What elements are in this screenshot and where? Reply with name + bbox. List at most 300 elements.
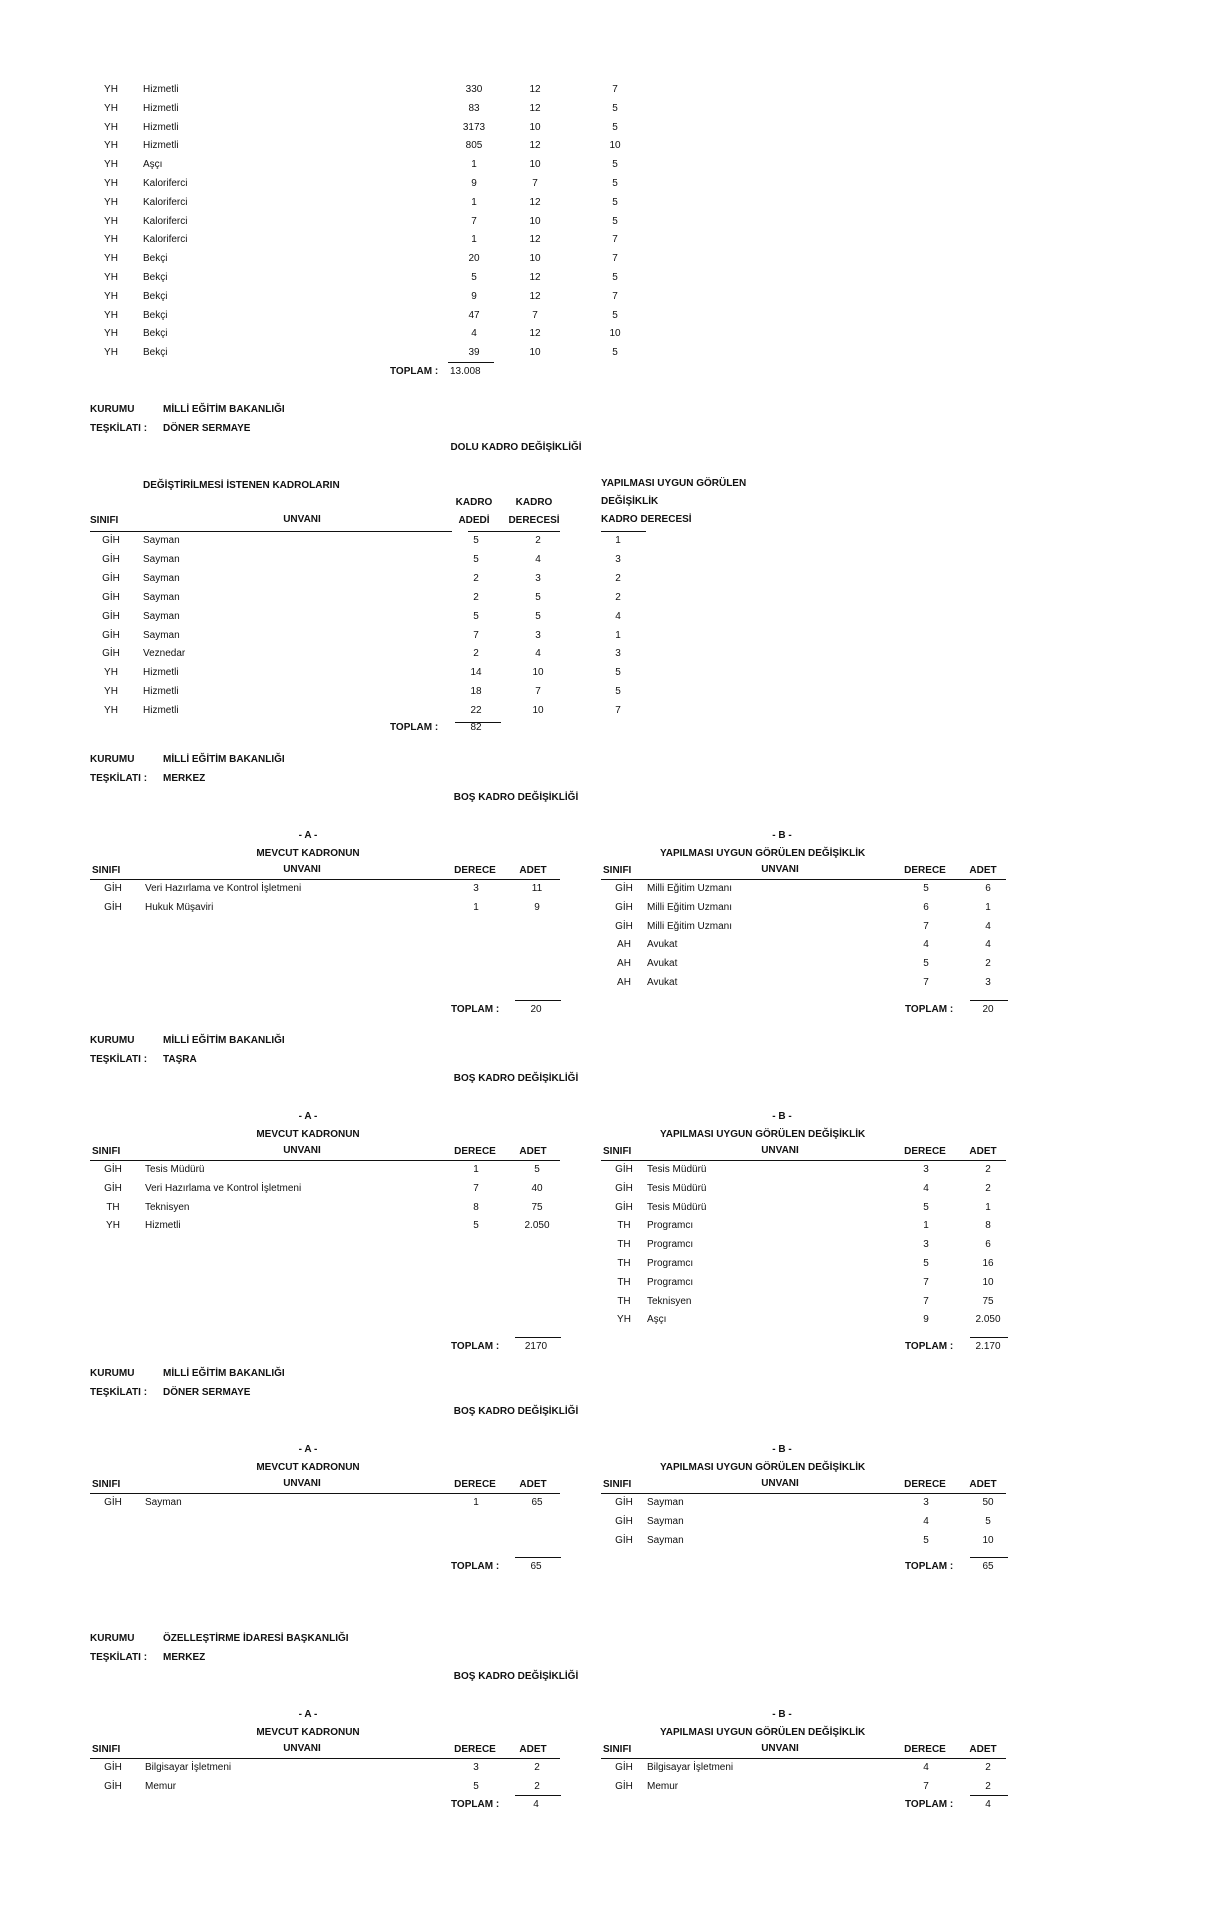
table-cell-yeni-derece: 5 — [612, 159, 618, 171]
header-rule — [90, 1160, 560, 1161]
table-cell-adet: 40 — [531, 1182, 543, 1194]
table-cell-kadro-derecesi: 4 — [535, 553, 541, 565]
header-rule — [601, 879, 1006, 880]
table-cell-sinifi: YH — [104, 178, 118, 189]
table-cell-unvani: Bilgisayar İşletmeni — [145, 1762, 232, 1773]
table-cell-derece: 7 — [923, 1276, 929, 1288]
table-cell-sinifi: YH — [104, 253, 118, 265]
left-total-label: TOPLAM : — [451, 1799, 500, 1810]
col-unvani: UNVANI — [283, 1478, 321, 1489]
header-rule — [601, 531, 646, 532]
col-kadro-derecesi: KADRO DERECESİ — [601, 514, 692, 525]
right-title: YAPILMASI UYGUN GÖRÜLEN DEĞİŞİKLİK — [660, 1462, 866, 1473]
col-derece: DERECE — [454, 1744, 496, 1755]
part-a-label: - A - — [298, 1444, 318, 1455]
table-cell-sinifi: YH — [104, 667, 118, 679]
table-cell-kadro-adedi: 1 — [471, 234, 477, 246]
table-cell-adet: 4 — [985, 939, 991, 951]
total-rule — [970, 1337, 1008, 1338]
total-rule — [970, 1000, 1008, 1001]
table-cell-yeni-derece: 5 — [615, 686, 621, 698]
table-cell-sinifi: GİH — [102, 591, 120, 603]
left-total-label: TOPLAM : — [451, 1003, 500, 1015]
part-b-label: - B - — [772, 830, 792, 841]
part-b-label: - B - — [772, 1444, 792, 1455]
table-cell-kadro-adedi: 3173 — [462, 121, 486, 133]
table-cell-adet: 6 — [985, 883, 991, 894]
table-cell-kadro-derecesi: 10 — [532, 705, 544, 717]
table-cell-sinifi: YH — [617, 1314, 631, 1326]
table-cell-sinifi: GİH — [102, 648, 120, 660]
table-cell-yeni-derece: 5 — [612, 215, 618, 227]
table-cell-kadro-derecesi: 5 — [535, 610, 541, 622]
left-header: DEĞİŞTİRİLMESİ İSTENEN KADROLARIN — [143, 480, 340, 491]
table-cell-kadro-adedi: 2 — [473, 572, 479, 584]
table-cell-derece: 4 — [923, 1182, 929, 1194]
table-cell-kadro-derecesi: 2 — [535, 535, 541, 546]
header-rule — [601, 1758, 1006, 1759]
table-cell-derece: 1 — [473, 1497, 479, 1508]
table-cell-derece: 7 — [923, 977, 929, 988]
col-unvani: UNVANI — [283, 514, 321, 525]
teskilati-value: MERKEZ — [163, 1652, 206, 1663]
table-cell-unvani: Tesis Müdürü — [647, 1201, 707, 1213]
table-cell-kadro-derecesi: 12 — [529, 328, 541, 340]
table-cell-adet: 8 — [985, 1220, 991, 1232]
table-cell-unvani: Bekçi — [143, 290, 168, 302]
table-cell-kadro-derecesi: 10 — [532, 667, 544, 679]
header-rule — [601, 1160, 1006, 1161]
table-cell-sinifi: YH — [104, 686, 118, 698]
table-cell-derece: 9 — [923, 1314, 929, 1326]
col-derece: DERECE — [904, 1146, 946, 1157]
table-cell-adet: 2 — [985, 958, 991, 970]
table-cell-kadro-derecesi: 12 — [529, 84, 541, 95]
table-cell-sinifi: GİH — [615, 901, 633, 913]
kurumu-value: MİLLİ EĞİTİM BAKANLIĞI — [163, 1035, 285, 1046]
teskilati-value: DÖNER SERMAYE — [163, 423, 251, 434]
total-rule — [515, 1337, 561, 1338]
col-derece: DERECE — [904, 865, 946, 876]
table-cell-kadro-adedi: 47 — [468, 309, 480, 321]
table-cell-kadro-adedi: 18 — [470, 686, 482, 698]
table-cell-sinifi: GİH — [615, 920, 633, 932]
table-cell-derece: 5 — [923, 958, 929, 970]
header-rule — [90, 879, 560, 880]
kurumu-label: KURUMU — [90, 1035, 135, 1046]
table-cell-unvani: Sayman — [143, 553, 180, 565]
table-cell-sinifi: YH — [104, 159, 118, 171]
table-cell-derece: 4 — [923, 939, 929, 951]
table-cell-kadro-adedi: 5 — [473, 553, 479, 565]
right-total-value: 20 — [982, 1003, 994, 1015]
left-total-value: 20 — [530, 1003, 542, 1015]
kurumu-label: KURUMU — [90, 1633, 135, 1644]
table-cell-unvani: Hizmetli — [143, 84, 179, 95]
right-header-2: DEĞİŞİKLİK — [601, 496, 659, 507]
table-cell-unvani: Bekçi — [143, 272, 168, 283]
col-unvani: UNVANI — [761, 864, 799, 875]
table-cell-yeni-derece: 7 — [615, 705, 621, 717]
kurumu-value: MİLLİ EĞİTİM BAKANLIĞI — [163, 754, 285, 765]
col-sinifi: SINIFI — [92, 1744, 121, 1755]
table-cell-kadro-derecesi: 3 — [535, 629, 541, 641]
table-cell-derece: 7 — [923, 1295, 929, 1307]
table-cell-adet: 2 — [985, 1780, 991, 1792]
header-rule — [601, 1493, 1006, 1494]
header-rule — [90, 1493, 560, 1494]
table-cell-derece: 5 — [923, 1201, 929, 1213]
table-cell-yeni-derece: 3 — [615, 553, 621, 565]
table-cell-unvani: Programcı — [647, 1239, 694, 1251]
table-cell-sinifi: YH — [104, 272, 118, 283]
teskilati-value: DÖNER SERMAYE — [163, 1387, 251, 1398]
table-cell-kadro-adedi: 805 — [465, 140, 483, 152]
table-cell-adet: 75 — [982, 1295, 994, 1307]
left-total-value: 65 — [530, 1561, 542, 1573]
table-cell-sinifi: YH — [104, 290, 118, 302]
table-cell-adet: 3 — [985, 977, 991, 988]
table-cell-unvani: Programcı — [647, 1258, 694, 1269]
right-total-label: TOPLAM : — [905, 1799, 954, 1810]
table-cell-sinifi: YH — [104, 234, 118, 246]
right-total-label: TOPLAM : — [905, 1003, 954, 1015]
table-cell-adet: 75 — [531, 1201, 543, 1213]
table-cell-unvani: Sayman — [145, 1497, 182, 1508]
table-cell-kadro-adedi: 20 — [468, 253, 480, 265]
table-cell-kadro-derecesi: 10 — [529, 253, 541, 265]
table-cell-kadro-adedi: 2 — [473, 591, 479, 603]
col-unvani: UNVANI — [761, 1743, 799, 1754]
table-cell-sinifi: TH — [106, 1201, 120, 1213]
table-cell-yeni-derece: 3 — [615, 648, 621, 660]
right-title: YAPILMASI UYGUN GÖRÜLEN DEĞİŞİKLİK — [660, 848, 866, 859]
table-cell-unvani: Aşçı — [647, 1314, 667, 1326]
part-a-label: - A - — [298, 1709, 318, 1720]
table-cell-yeni-derece: 5 — [612, 309, 618, 321]
col-unvani: UNVANI — [761, 1145, 799, 1156]
left-total-label: TOPLAM : — [451, 1341, 500, 1353]
table-cell-unvani: Sayman — [143, 535, 180, 546]
table-cell-derece: 3 — [923, 1164, 929, 1175]
table-cell-kadro-derecesi: 7 — [532, 309, 538, 321]
col-adet: ADET — [519, 1146, 547, 1157]
table-cell-sinifi: YH — [104, 196, 118, 208]
part-b-label: - B - — [772, 1709, 792, 1720]
col-sinifi: SINIFI — [603, 1744, 632, 1755]
left-total-label: TOPLAM : — [451, 1561, 500, 1573]
table-cell-derece: 1 — [473, 1164, 479, 1175]
header-rule — [468, 531, 560, 532]
col-sinifi: SINIFI — [92, 865, 121, 876]
table-cell-adet: 2 — [534, 1762, 540, 1773]
teskilati-label: TEŞKİLATI : — [90, 773, 148, 784]
table-cell-sinifi: GİH — [102, 629, 120, 641]
table-cell-unvani: Kaloriferci — [143, 178, 188, 189]
table-cell-kadro-derecesi: 12 — [529, 140, 541, 152]
left-total-value: 4 — [533, 1799, 539, 1810]
table-cell-sinifi: GİH — [104, 1780, 122, 1792]
table-cell-yeni-derece: 5 — [612, 102, 618, 114]
table-cell-unvani: Tesis Müdürü — [647, 1164, 707, 1175]
table-cell-sinifi: GİH — [102, 535, 120, 546]
table-cell-unvani: Sayman — [143, 591, 180, 603]
header-rule — [90, 1758, 560, 1759]
left-title: MEVCUT KADRONUN — [256, 848, 360, 859]
table-cell-adet: 2 — [985, 1182, 991, 1194]
table-cell-kadro-adedi: 7 — [473, 629, 479, 641]
table-cell-yeni-derece: 7 — [612, 234, 618, 246]
table-cell-unvani: Hizmetli — [143, 102, 179, 114]
table-cell-kadro-adedi: 2 — [473, 648, 479, 660]
table-cell-unvani: Sayman — [143, 629, 180, 641]
table-cell-adet: 10 — [982, 1276, 994, 1288]
table-cell-adet: 1 — [985, 1201, 991, 1213]
col-derece: DERECE — [904, 1744, 946, 1755]
table-cell-sinifi: YH — [104, 140, 118, 152]
col-adet: ADET — [969, 1479, 997, 1490]
kurumu-label: KURUMU — [90, 1368, 135, 1379]
table-cell-adet: 2 — [534, 1780, 540, 1792]
left-total-value: 2170 — [524, 1341, 548, 1353]
table-cell-adet: 5 — [985, 1515, 991, 1527]
table-cell-sinifi: GİH — [615, 1515, 633, 1527]
table-cell-unvani: Avukat — [647, 939, 678, 951]
col-derece: DERECE — [904, 1479, 946, 1490]
table-cell-unvani: Milli Eğitim Uzmanı — [647, 883, 733, 894]
teskilati-label: TEŞKİLATI : — [90, 1054, 148, 1065]
table-cell-sinifi: YH — [104, 102, 118, 114]
table-cell-derece: 8 — [473, 1201, 479, 1213]
col-adet: ADET — [969, 865, 997, 876]
table-cell-sinifi: GİH — [104, 1762, 122, 1773]
table-cell-adet: 1 — [985, 901, 991, 913]
table-cell-unvani: Sayman — [647, 1515, 684, 1527]
table-cell-kadro-derecesi: 12 — [529, 290, 541, 302]
table-cell-unvani: Aşçı — [143, 159, 163, 171]
section-title: BOŞ KADRO DEĞİŞİKLİĞİ — [453, 792, 579, 803]
table-cell-unvani: Bilgisayar İşletmeni — [647, 1762, 734, 1773]
table-cell-sinifi: YH — [104, 309, 118, 321]
table-cell-sinifi: GİH — [615, 1534, 633, 1546]
table-cell-sinifi: YH — [104, 121, 118, 133]
section-title: DOLU KADRO DEĞİŞİKLİĞİ — [450, 442, 582, 453]
table-cell-unvani: Hizmetli — [143, 121, 179, 133]
table-cell-kadro-adedi: 83 — [468, 102, 480, 114]
kurumu-value: ÖZELLEŞTİRME İDARESİ BAŞKANLIĞI — [163, 1633, 349, 1644]
table-cell-unvani: Memur — [145, 1780, 177, 1792]
teskilati-value: MERKEZ — [163, 773, 206, 784]
table-cell-sinifi: GİH — [615, 883, 633, 894]
col-adet: ADET — [519, 1479, 547, 1490]
table-cell-unvani: Avukat — [647, 977, 678, 988]
table-cell-sinifi: GİH — [102, 553, 120, 565]
left-title: MEVCUT KADRONUN — [256, 1129, 360, 1140]
table-cell-adet: 9 — [534, 901, 540, 913]
col-adet: ADET — [969, 1744, 997, 1755]
table-cell-unvani: Veri Hazırlama ve Kontrol İşletmeni — [145, 1182, 302, 1194]
table-cell-sinifi: YH — [106, 1220, 120, 1232]
table-cell-yeni-derece: 5 — [612, 347, 618, 359]
table-cell-yeni-derece: 2 — [615, 591, 621, 603]
col-derece: DERECE — [454, 865, 496, 876]
table-cell-derece: 5 — [923, 1258, 929, 1269]
col-unvani: UNVANI — [283, 864, 321, 875]
section-title: BOŞ KADRO DEĞİŞİKLİĞİ — [453, 1671, 579, 1682]
total-rule — [515, 1557, 561, 1558]
table-cell-kadro-derecesi: 4 — [535, 648, 541, 660]
table-cell-kadro-derecesi: 10 — [529, 347, 541, 359]
table-cell-sinifi: GİH — [615, 1201, 633, 1213]
table-cell-kadro-derecesi: 12 — [529, 272, 541, 283]
col-sinifi: SINIFI — [92, 1479, 121, 1490]
table-cell-kadro-adedi: 1 — [471, 159, 477, 171]
table-cell-unvani: Teknisyen — [647, 1295, 692, 1307]
table-cell-derece: 5 — [473, 1220, 479, 1232]
table-cell-adet: 2.050 — [524, 1220, 550, 1232]
table-cell-adet: 16 — [982, 1258, 994, 1269]
table-cell-yeni-derece: 5 — [612, 196, 618, 208]
table-cell-unvani: Sayman — [143, 572, 180, 584]
table-cell-yeni-derece: 5 — [615, 667, 621, 679]
table-cell-unvani: Sayman — [647, 1497, 684, 1508]
table-cell-kadro-derecesi: 12 — [529, 196, 541, 208]
table-cell-unvani: Hizmetli — [145, 1220, 181, 1232]
table-cell-sinifi: YH — [104, 215, 118, 227]
table-cell-derece: 1 — [473, 901, 479, 913]
col-kadro-1: KADRO — [455, 497, 493, 508]
table-cell-unvani: Memur — [647, 1780, 679, 1792]
table-cell-derece: 3 — [923, 1239, 929, 1251]
table-cell-unvani: Hizmetli — [143, 140, 179, 152]
table-cell-derece: 7 — [923, 1780, 929, 1792]
part-a-label: - A - — [298, 830, 318, 841]
table-cell-derece: 3 — [473, 883, 479, 894]
table-cell-sinifi: GİH — [615, 1164, 633, 1175]
table-cell-unvani: Sayman — [647, 1534, 684, 1546]
table-cell-unvani: Hizmetli — [143, 667, 179, 679]
table-cell-yeni-derece: 1 — [615, 629, 621, 641]
table-cell-adet: 6 — [985, 1239, 991, 1251]
table-cell-sinifi: AH — [617, 977, 631, 988]
table-cell-unvani: Veznedar — [143, 648, 186, 660]
table-cell-unvani: Veri Hazırlama ve Kontrol İşletmeni — [145, 883, 302, 894]
table-cell-sinifi: GİH — [104, 901, 122, 913]
col-sinifi: SINIFI — [92, 1146, 121, 1157]
table-cell-yeni-derece: 1 — [615, 535, 621, 546]
table-cell-unvani: Tesis Müdürü — [145, 1164, 205, 1175]
table-cell-unvani: Tesis Müdürü — [647, 1182, 707, 1194]
table-cell-kadro-adedi: 4 — [471, 328, 477, 340]
table-cell-unvani: Milli Eğitim Uzmanı — [647, 920, 733, 932]
table-cell-kadro-derecesi: 12 — [529, 234, 541, 246]
table-cell-unvani: Sayman — [143, 610, 180, 622]
right-total-label: TOPLAM : — [905, 1341, 954, 1353]
table-cell-adet: 2 — [985, 1762, 991, 1773]
table-cell-derece: 5 — [473, 1780, 479, 1792]
right-title: YAPILMASI UYGUN GÖRÜLEN DEĞİŞİKLİK — [660, 1129, 866, 1140]
table-cell-derece: 3 — [473, 1762, 479, 1773]
table-cell-unvani: Kaloriferci — [143, 234, 188, 246]
table-cell-yeni-derece: 2 — [615, 572, 621, 584]
right-total-value: 2.170 — [975, 1341, 1001, 1353]
table-cell-sinifi: GİH — [102, 572, 120, 584]
col-adedi: ADEDİ — [458, 515, 490, 526]
total-rule — [970, 1557, 1008, 1558]
table-cell-unvani: Bekçi — [143, 347, 168, 359]
table-cell-sinifi: TH — [617, 1220, 631, 1232]
header-rule — [90, 531, 452, 532]
table-cell-yeni-derece: 7 — [612, 253, 618, 265]
table-cell-kadro-derecesi: 5 — [535, 591, 541, 603]
table-cell-kadro-adedi: 9 — [471, 178, 477, 189]
table-cell-kadro-derecesi: 10 — [529, 159, 541, 171]
table-cell-yeni-derece: 10 — [609, 140, 621, 152]
right-total-label: TOPLAM : — [905, 1561, 954, 1573]
total-rule — [515, 1000, 561, 1001]
teskilati-value: TAŞRA — [163, 1054, 197, 1065]
section-title: BOŞ KADRO DEĞİŞİKLİĞİ — [453, 1073, 579, 1084]
table-cell-sinifi: GİH — [104, 1497, 122, 1508]
table-cell-unvani: Bekçi — [143, 328, 168, 340]
kurumu-value: MİLLİ EĞİTİM BAKANLIĞI — [163, 1368, 285, 1379]
table-cell-sinifi: GİH — [615, 1497, 633, 1508]
table-cell-unvani: Programcı — [647, 1276, 694, 1288]
col-sinifi: SINIFI — [603, 1146, 632, 1157]
table-cell-adet: 10 — [982, 1534, 994, 1546]
section-title: BOŞ KADRO DEĞİŞİKLİĞİ — [453, 1406, 579, 1417]
table-cell-unvani: Bekçi — [143, 309, 168, 321]
table-cell-derece: 4 — [923, 1762, 929, 1773]
table-cell-adet: 50 — [982, 1497, 994, 1508]
right-total-value: 4 — [985, 1799, 991, 1810]
total-label: TOPLAM : — [390, 366, 439, 377]
table-cell-derece: 7 — [473, 1182, 479, 1194]
table-cell-adet: 11 — [531, 883, 543, 894]
table-cell-sinifi: YH — [104, 705, 118, 717]
col-derece: DERECE — [454, 1479, 496, 1490]
table-cell-sinifi: AH — [617, 939, 631, 951]
table-cell-sinifi: TH — [617, 1258, 631, 1269]
table-cell-derece: 5 — [923, 883, 929, 894]
table-cell-kadro-adedi: 22 — [470, 705, 482, 717]
col-derecesi: DERECESİ — [508, 515, 560, 526]
table-cell-sinifi: GİH — [104, 883, 122, 894]
table-cell-sinifi: TH — [617, 1239, 631, 1251]
table-cell-kadro-derecesi: 12 — [529, 102, 541, 114]
table-cell-adet: 65 — [531, 1497, 543, 1508]
table-cell-kadro-adedi: 5 — [471, 272, 477, 283]
left-title: MEVCUT KADRONUN — [256, 1462, 360, 1473]
table-cell-yeni-derece: 7 — [612, 290, 618, 302]
total-value: 13.008 — [450, 366, 481, 377]
col-sinifi: SINIFI — [603, 865, 632, 876]
total-label: TOPLAM : — [390, 722, 439, 733]
col-adet: ADET — [519, 1744, 547, 1755]
total-rule — [970, 1795, 1008, 1796]
table-cell-kadro-adedi: 1 — [471, 196, 477, 208]
table-cell-adet: 2.050 — [975, 1314, 1001, 1326]
table-cell-derece: 3 — [923, 1497, 929, 1508]
table-cell-kadro-adedi: 14 — [470, 667, 482, 679]
table-cell-adet: 4 — [985, 920, 991, 932]
table-cell-kadro-derecesi: 10 — [529, 215, 541, 227]
table-cell-kadro-derecesi: 10 — [529, 121, 541, 133]
table-cell-adet: 5 — [534, 1164, 540, 1175]
table-cell-sinifi: TH — [617, 1276, 631, 1288]
col-unvani: UNVANI — [283, 1743, 321, 1754]
total-value: 82 — [470, 722, 482, 733]
